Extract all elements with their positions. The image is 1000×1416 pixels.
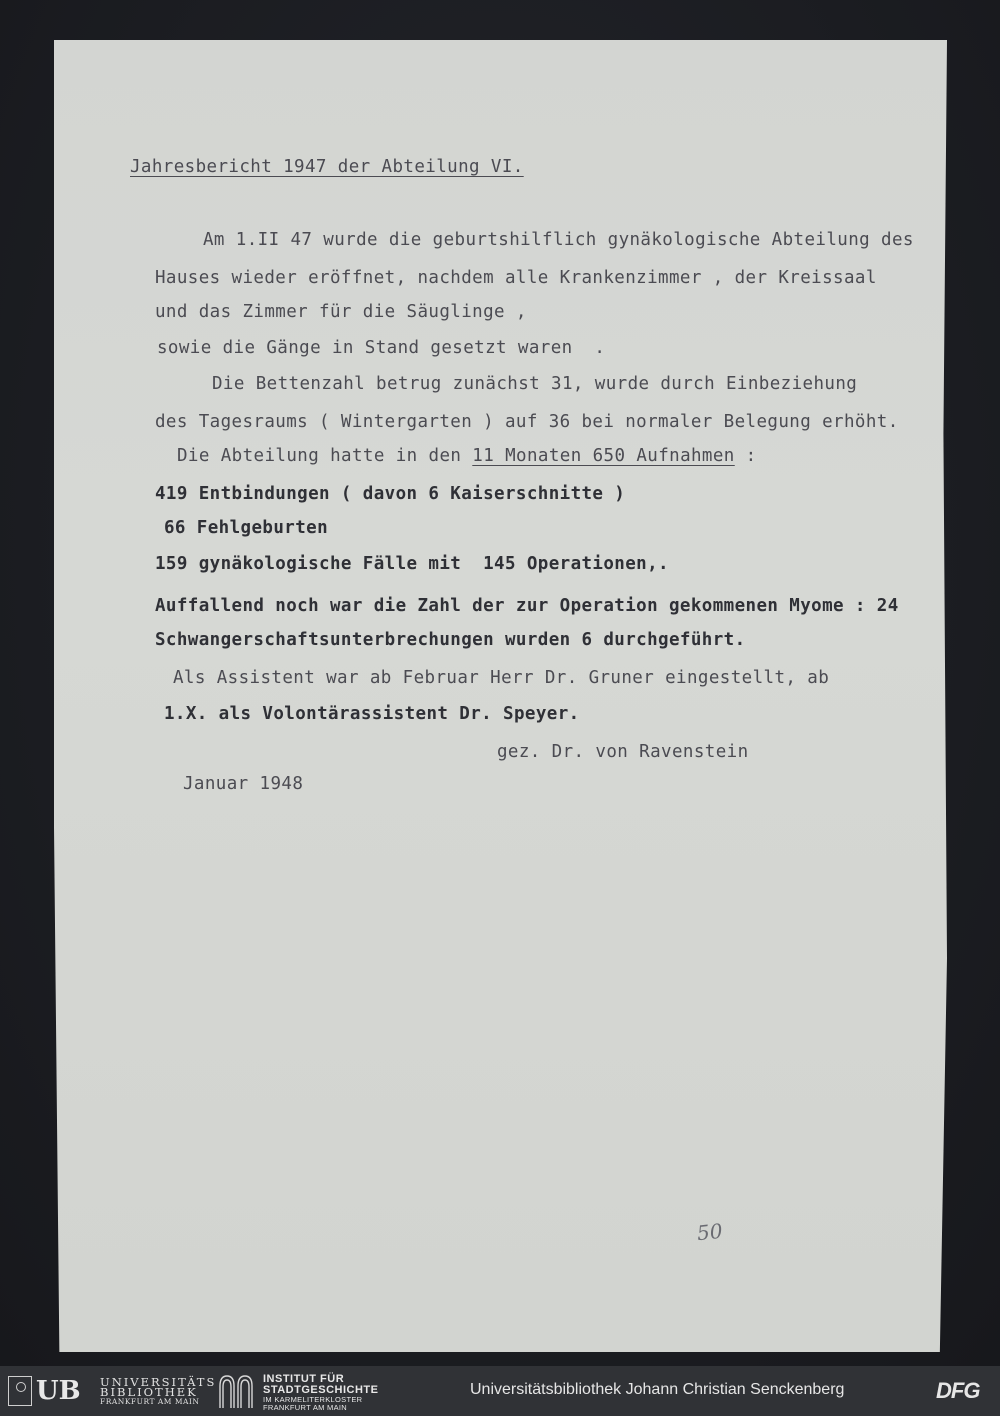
arches-icon (217, 1372, 255, 1410)
ifs-line-4: FRANKFURT AM MAIN (263, 1403, 347, 1412)
text-line-2: Hauses wieder eröffnet, nachdem alle Krankenzimmer , der Kreissaal (155, 268, 877, 288)
ifs-line-2: STADTGESCHICHTE (263, 1384, 379, 1396)
text-line-6: des Tagesraums ( Wintergarten ) auf 36 bei normaler Belegung erhöht. (155, 412, 899, 432)
text-line-miscarriages: 66 Fehlgeburten (164, 518, 329, 538)
text-line-myome: Auffallend noch war die Zahl der zur Operation gekommenen Myome : 24 (155, 596, 899, 616)
dfg-logo[interactable]: DFG (936, 1378, 980, 1403)
ub-letters: UB (36, 1376, 81, 1406)
ub-line-1: UNIVERSITÄTS (100, 1375, 217, 1389)
ifs-logo[interactable] (217, 1372, 397, 1412)
text-line-4: sowie die Gänge in Stand gesetzt waren . (157, 338, 606, 358)
text-line-1: Am 1.II 47 wurde die geburtshilflich gynäkologische Abteilung des (203, 230, 914, 250)
signature: gez. Dr. von Ravenstein (497, 742, 749, 762)
text-line-7-end: : (734, 446, 757, 466)
admissions-total: 11 Monaten 650 Aufnahmen (472, 446, 735, 466)
ifs-line-1: INSTITUT FÜR (263, 1373, 345, 1385)
text-line-5: Die Bettenzahl betrug zunächst 31, wurde durch Einbeziehung (212, 374, 858, 394)
text-line-assistant: Als Assistent war ab Februar Herr Dr. Gruner eingestellt, ab (173, 668, 830, 688)
footer-bar (0, 1366, 1000, 1416)
ub-line-2: BIBLIOTHEK (100, 1385, 198, 1399)
text-line-interruptions: Schwangerschaftsunterbrechungen wurden 6 durchgeführt. (155, 630, 746, 650)
text-line-gynecology: 159 gynäkologische Fälle mit 145 Operationen,. (155, 554, 669, 574)
text-line-7 (177, 446, 757, 466)
goethe-portrait-icon (8, 1376, 32, 1406)
ifs-name (263, 1374, 378, 1412)
library-title: Universitätsbibliothek Johann Christian Senckenberg (470, 1381, 845, 1398)
document-date: Januar 1948 (183, 774, 304, 794)
text-line-births: 419 Entbindungen ( davon 6 Kaiserschnitte ) (155, 484, 626, 504)
handwritten-page-number: 50 (695, 1218, 724, 1246)
ub-logo[interactable] (8, 1374, 217, 1410)
text-line-7-start: Die Abteilung hatte in den (177, 446, 473, 466)
text-line-3: und das Zimmer für die Säuglinge , (155, 302, 527, 322)
ifs-line-3: IM KARMELITERKLOSTER (263, 1395, 363, 1404)
ub-line-3: FRANKFURT AM MAIN (100, 1397, 200, 1406)
document-title: Jahresbericht 1947 der Abteilung VI. (130, 157, 524, 177)
ub-name (100, 1377, 216, 1407)
text-line-volunteer: 1.X. als Volontärassistent Dr. Speyer. (164, 704, 580, 724)
